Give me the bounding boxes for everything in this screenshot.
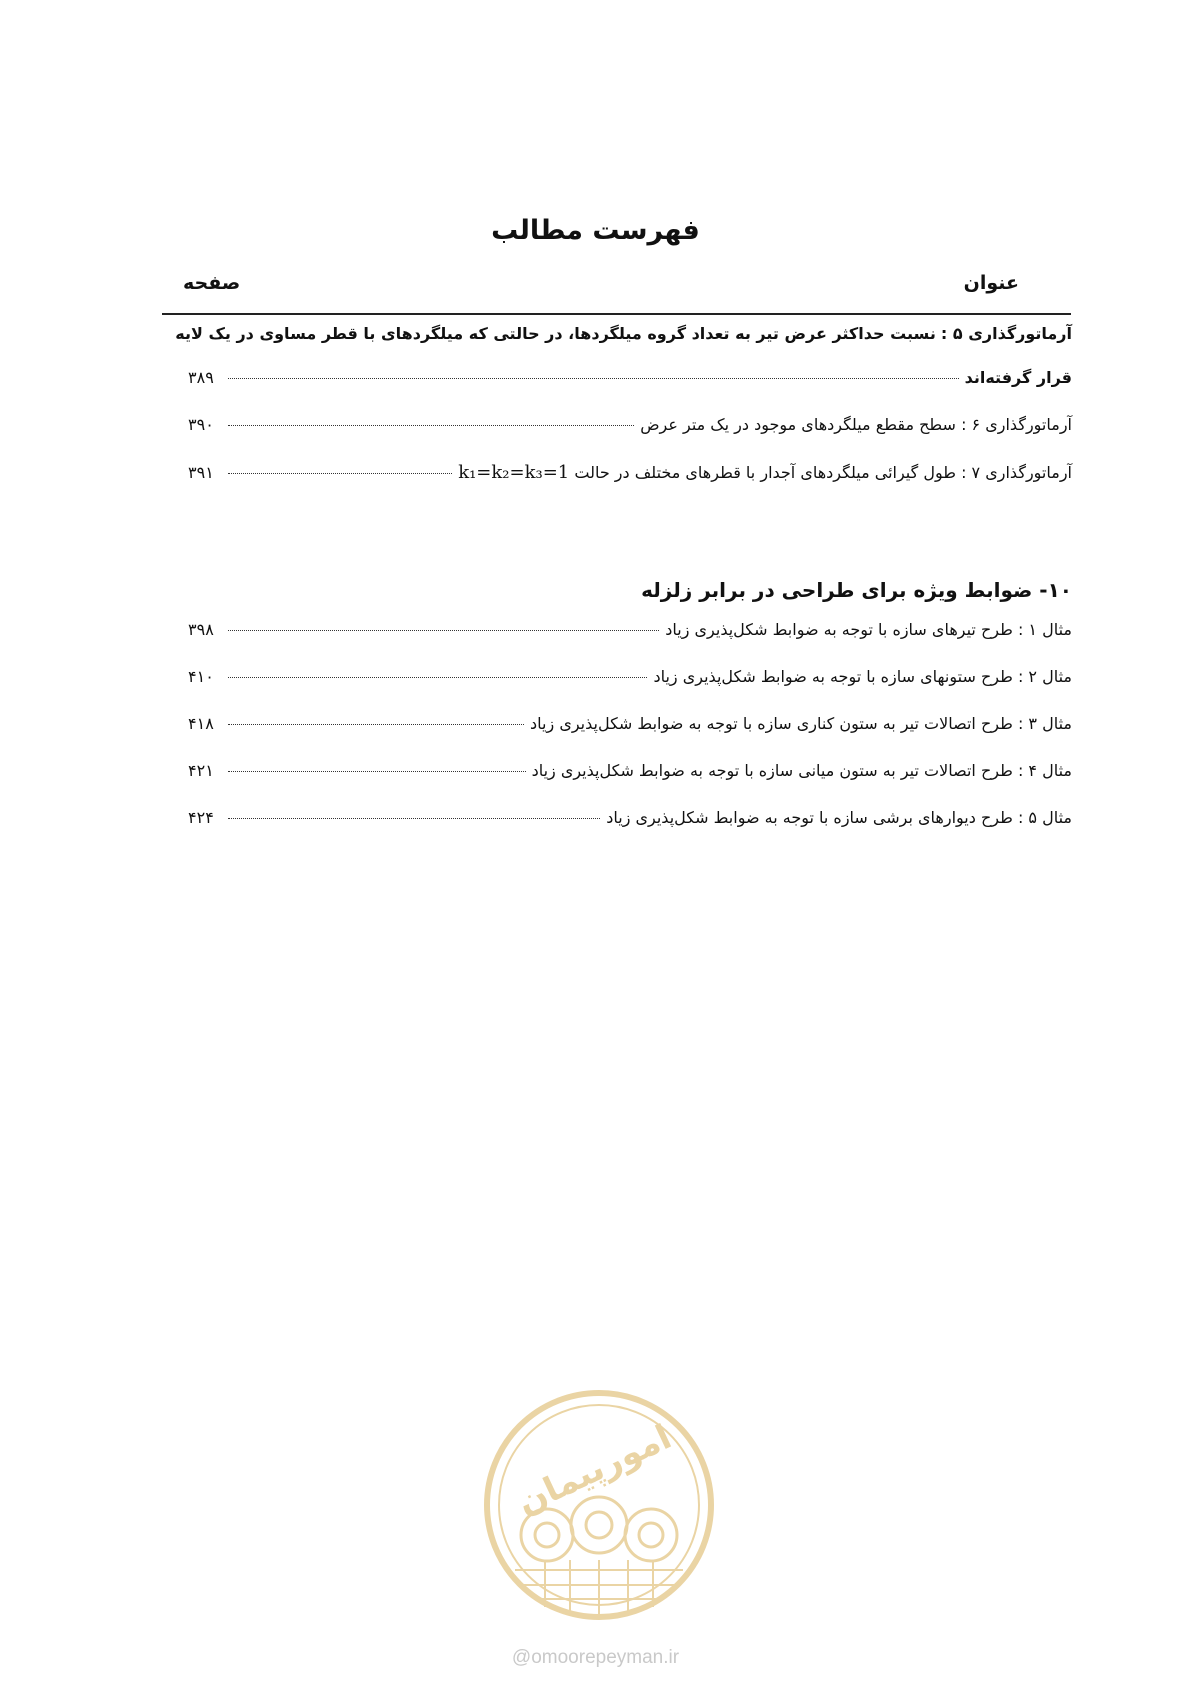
- page-number: ۴۱۸: [188, 714, 214, 733]
- header-rule: [162, 313, 1071, 315]
- toc-entry-continuation-text: قرار گرفته‌اند: [964, 368, 1072, 387]
- toc-entry-text: مثال ۴ : طرح اتصالات تیر به ستون میانی سازه با توجه به ضوابط شکل‌پذیری زیاد: [531, 761, 1072, 780]
- watermark-text: @omoorepeyman.ir: [511, 1647, 680, 1668]
- toc-entry: [188, 714, 1072, 761]
- toc-entry-text: آرماتورگذاری ۵ : نسبت حداکثر عرض تیر به تعداد گروه میلگردها، در حالتی که میلگردهای با قطر مساوی در یک لایه: [175, 324, 1072, 343]
- column-header-page: صفحه: [183, 272, 241, 294]
- toc-entry-text: مثال ۱ : طرح تیرهای سازه با توجه به ضوابط شکل‌پذیری زیاد: [665, 620, 1072, 639]
- toc-entry: [188, 415, 1072, 462]
- toc-entry: [188, 462, 1072, 509]
- toc-entry-text: آرماتورگذاری ۶ : سطح مقطع میلگردهای موجود در یک متر عرض: [640, 415, 1072, 434]
- page-title: فهرست مطالب: [491, 215, 700, 246]
- toc-entry: [188, 620, 1072, 667]
- dot-leader: [228, 473, 452, 474]
- toc-entry-continuation: [188, 368, 1072, 415]
- page-number: ۳۸۹: [188, 368, 214, 387]
- dot-leader: [228, 677, 647, 678]
- toc-entry: [188, 667, 1072, 714]
- toc-reinforcement-list: [175, 324, 1072, 509]
- stamp-logo-text: امورپیمان: [511, 1417, 678, 1523]
- page-number: ۳۹۰: [188, 415, 214, 434]
- dot-leader: [228, 630, 659, 631]
- toc-entry: [188, 761, 1072, 808]
- dot-leader: [228, 724, 524, 725]
- toc-entry: [175, 324, 1072, 368]
- page-number: ۳۹۸: [188, 620, 214, 639]
- toc-entry-text: آرماتورگذاری ۷ : طول گیرائی میلگردهای آجدار با قطرهای مختلف در حالت k₁=k₂=k₃=1: [458, 462, 1072, 483]
- dot-leader: [228, 425, 634, 426]
- page-number: ۴۱۰: [188, 667, 214, 686]
- page-number: ۴۲۴: [188, 808, 214, 827]
- section-heading: ۱۰- ضوابط ویژه برای طراحی در برابر زلزله: [641, 578, 1072, 602]
- toc-examples-list: [188, 620, 1072, 855]
- dot-leader: [228, 818, 600, 819]
- dot-leader: [228, 378, 959, 379]
- page-number: ۴۲۱: [188, 761, 214, 780]
- formula: k₁=k₂=k₃=1: [458, 462, 570, 483]
- column-header-title: عنوان: [963, 272, 1019, 294]
- toc-entry-text: مثال ۳ : طرح اتصالات تیر به ستون کناری سازه با توجه به ضوابط شکل‌پذیری زیاد: [530, 714, 1072, 733]
- toc-entry: [188, 808, 1072, 855]
- dot-leader: [228, 771, 526, 772]
- toc-entry-text: مثال ۲ : طرح ستونهای سازه با توجه به ضوابط شکل‌پذیری زیاد: [653, 667, 1072, 686]
- toc-entry-text: مثال ۵ : طرح دیوارهای برشی سازه با توجه به ضوابط شکل‌پذیری زیاد: [606, 808, 1072, 827]
- page-number: ۳۹۱: [188, 463, 214, 482]
- stamp-logo-icon: [475, 1385, 723, 1625]
